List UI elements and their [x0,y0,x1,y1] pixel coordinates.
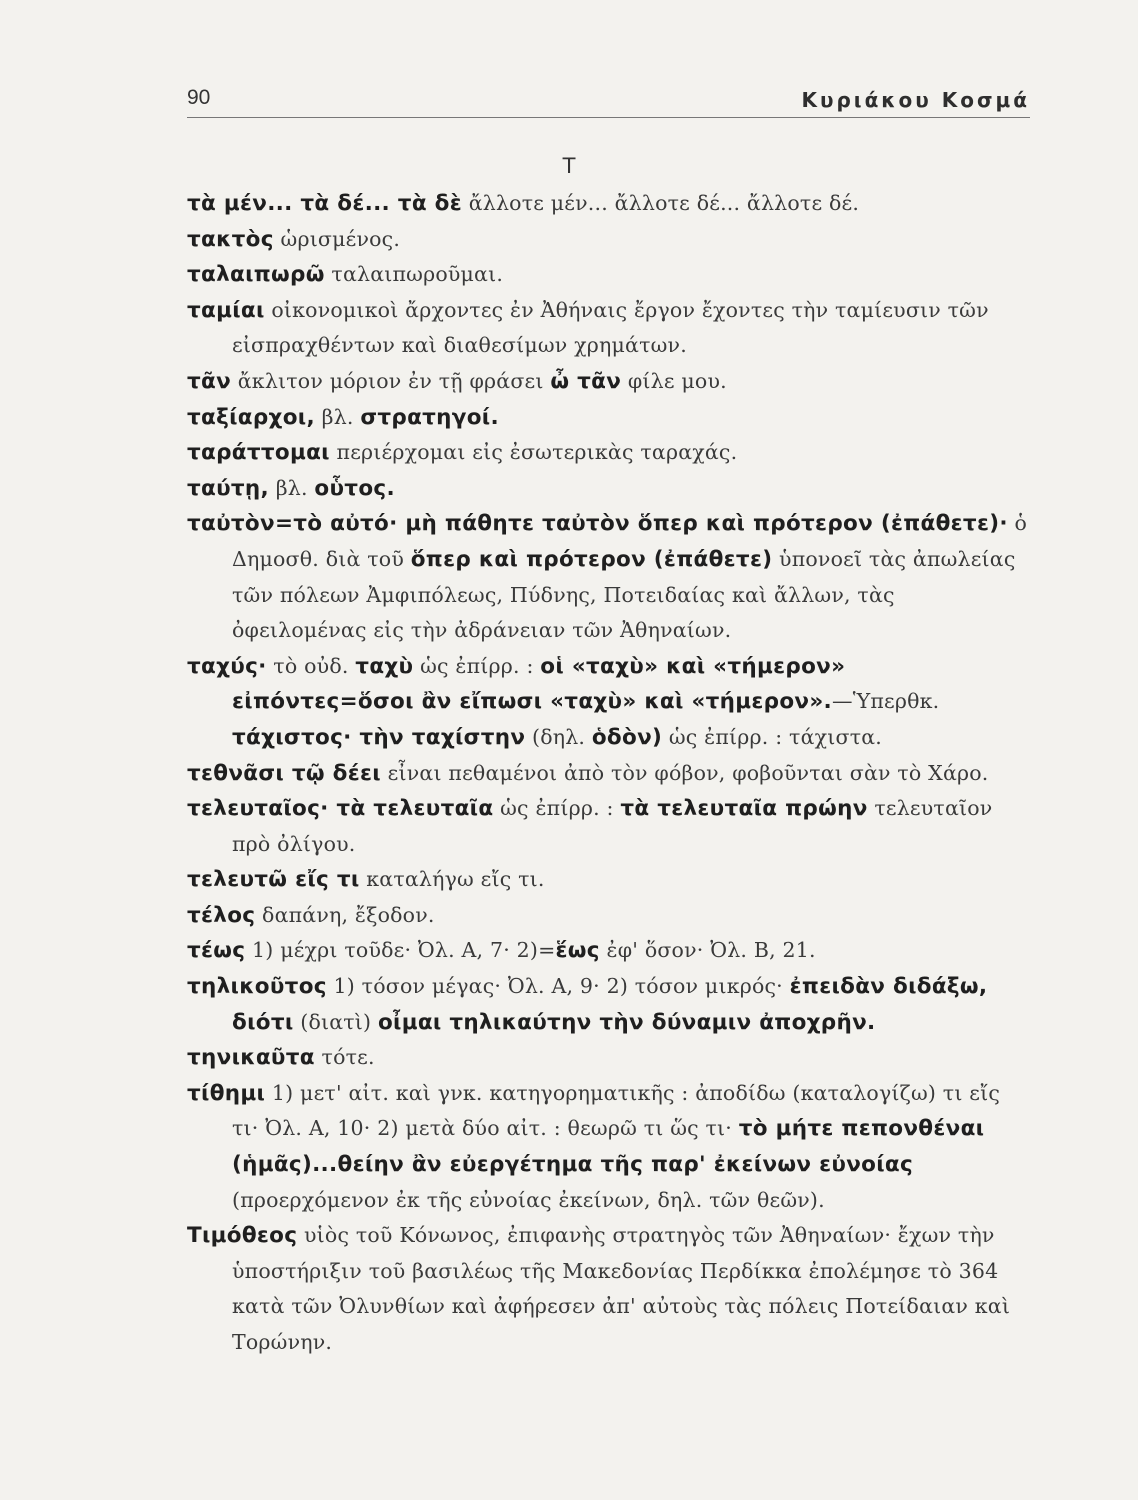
definition-text: τὸ οὐδ. [266,653,356,678]
page-header [187,86,1030,120]
bold-term: τελευτῶ εἴς τι [187,867,360,893]
definition-text: 1) μετ' αἰτ. καὶ γνκ. κατηγορηματικῆς : ἀποδίδω (καταλογίζω) τι εἴς τι· Ὀλ. Α, 10· 2) μετὰ δύο αἰτ. : θεωρῶ τι ὥς τι· [232,1080,1001,1141]
definition-text: ἄκλιτον μόριον ἐν τῇ φράσει [231,368,551,393]
bold-term: Τιμόθεος [187,1223,298,1249]
bold-term: ὦ τᾶν [550,368,622,394]
entry-tan [187,364,1030,400]
definition-text: βλ. [314,404,361,429]
bold-term: οἱ «ταχὺ» καὶ «τήμερον» εἰπόντες=ὅσοι ἂν εἴπωσι «ταχὺ» καὶ «τήμερον». [232,653,846,715]
bold-term: τεθνᾶσι τῷ δέει [187,760,381,786]
glossary-entries [187,186,1030,1361]
bold-term: ταμίαι [187,297,265,323]
definition-text: ἄλλοτε μέν... ἄλλοτε δέ... ἄλλοτε δέ. [462,191,860,215]
entry-tenikauta [187,1040,1030,1076]
bold-term: ὁδὸν) [591,724,663,750]
definition-text: ὡς ἐπίρρ. : τάχιστα. [662,724,882,749]
bold-term: στρατηγοί. [360,404,499,430]
bold-term: ἐπειδὰν διδάξω, διότι [232,974,988,1035]
definition-text: (διατὶ) [293,1009,378,1034]
bold-term: ταλαιπωρῶ [187,262,325,288]
definition-text: εἶναι πεθαμένοι ἀπὸ τὸν φόβον, φοβοῦνται σὰν τὸ Χάρο. [380,760,989,785]
entry-taktos [187,222,1030,258]
bold-term: τάχιστος· τὴν ταχίστην [232,724,526,750]
bold-term: τέλος [187,902,256,928]
entry-telos [187,898,1030,934]
definition-text: οἰκονομικοὶ ἄρχοντες ἐν Ἀθήναις ἔργον ἔχοντες τὴν ταμίευσιν τῶν εἰσπραχθέντων καὶ διαθεσίμων χρημάτων. [232,297,989,358]
definition-text: τότε. [314,1045,375,1070]
entry-tethnasi [187,756,1030,792]
bold-term: τὸ μήτε πεπονθέναι (ἡμᾶς)...θείην ἂν εὐεργέτημα τῆς παρ' ἐκείνων εὐνοίας [232,1116,985,1178]
bold-term: ταχύς· [187,653,267,679]
entry-tachys [187,649,1030,756]
bold-term: τηλικοῦτος [187,974,327,1000]
definition-text: ἐφ' ὅσον· Ὀλ. Β, 21. [599,938,816,963]
definition-text: φίλε μου. [621,368,727,393]
bold-term: τηνικαῦτα [187,1045,315,1071]
definition-text: —Ὑπερθκ. [832,689,940,714]
definition-text: δαπάνη, ἔξοδον. [255,902,435,927]
bold-term: τᾶν [187,368,232,394]
entry-ta-men [187,186,1030,222]
entry-tamiai [187,293,1030,364]
bold-term: τίθημι [187,1080,266,1106]
bold-term: ὅπερ καὶ πρότερον (ἐπάθετε) [410,546,773,572]
definition-text: ὡς ἐπίρρ. : [493,796,621,821]
definition-text: περιέρχομαι εἰς ἐσωτερικὰς ταραχάς. [329,440,738,465]
definition-text: ταλαιπωροῦμαι. [324,262,504,287]
entry-taxiarchoi [187,400,1030,436]
section-letter: Τ [562,154,576,178]
definition-text: 1) τόσον μέγας· Ὀλ. Α, 9· 2) τόσον μικρός· [326,974,790,999]
bold-term: ταχὺ [355,653,414,679]
definition-text: υἱὸς τοῦ Κόνωνος, ἐπιφανὴς στρατηγὸς τῶν Ἀθηναίων· ἔχων τὴν ὑποστήριξιν τοῦ βασιλέως τῆς Μακεδονίας Περδίκκα ἐπολέμησε τὸ 364 κατὰ τῶν Ὀλυνθίων καὶ ἀφήρεσεν ἀπ' αὐτοὺς τὰς πόλεις Ποτείδαιαν καὶ Τορώνην. [232,1223,1011,1354]
entry-tithemi [187,1076,1030,1218]
bold-term: οἶμαι τηλικαύτην τὴν δύναμιν ἀποχρῆν. [377,1009,876,1035]
definition-text: (δηλ. [525,724,592,749]
page-number: 90 [187,86,211,109]
bold-term: ταράττομαι [187,440,330,466]
entry-tauton [187,506,1030,648]
definition-text: ὁ Δημοσθ. διὰ τοῦ [232,511,1028,571]
running-head: Κυριάκου Κοσμά [801,88,1030,112]
header-rule [187,117,1030,118]
definition-text: ὡς ἐπίρρ. : [413,653,541,678]
definition-text: (προερχόμενον ἐκ τῆς εὐνοίας ἐκείνων, δηλ. τῶν θεῶν). [232,1187,825,1212]
bold-term: οὗτος. [314,475,395,501]
entry-taute [187,471,1030,507]
definition-text: ὑπονοεῖ τὰς ἀπωλείας τῶν πόλεων Ἀμφιπόλεως, Πύδνης, Ποτειδαίας καὶ ἄλλων, τὰς ὀφειλομένας εἰς τὴν ἀδράνειαν τῶν Ἀθηναίων. [232,546,1016,643]
bold-term: ταύτῃ, [187,475,270,501]
entry-talaiporo [187,257,1030,293]
definition-text: τελευταῖον πρὸ ὀλίγου. [232,796,993,856]
entry-tarattomai [187,435,1030,471]
bold-term: τελευταῖος· τὰ τελευταῖα [187,796,494,822]
bold-term: τὰ μέν... τὰ δέ... τὰ δὲ [187,191,463,216]
entry-teos [187,933,1030,969]
definition-text: καταλήγω εἴς τι. [359,867,545,892]
bold-term: ταὐτὸν=τὸ αὐτό· μὴ πάθητε ταὐτὸν ὅπερ καὶ πρότερον (ἐπάθετε)· [187,511,1008,537]
entry-timotheos [187,1218,1030,1360]
bold-term: τέως [187,938,246,964]
bold-term: ἕως [555,938,600,964]
bold-term: ταξίαρχοι, [187,404,315,430]
definition-text: βλ. [269,475,315,500]
entry-telikoutos [187,969,1030,1040]
entry-teleuto [187,862,1030,898]
bold-term: τακτὸς [187,226,274,252]
bold-term: τὰ τελευταῖα πρώην [620,796,868,822]
entry-teleutaios [187,791,1030,862]
definition-text: ὡρισμένος. [273,226,401,251]
definition-text: 1) μέχρι τοῦδε· Ὀλ. Α, 7· 2)= [245,938,556,963]
